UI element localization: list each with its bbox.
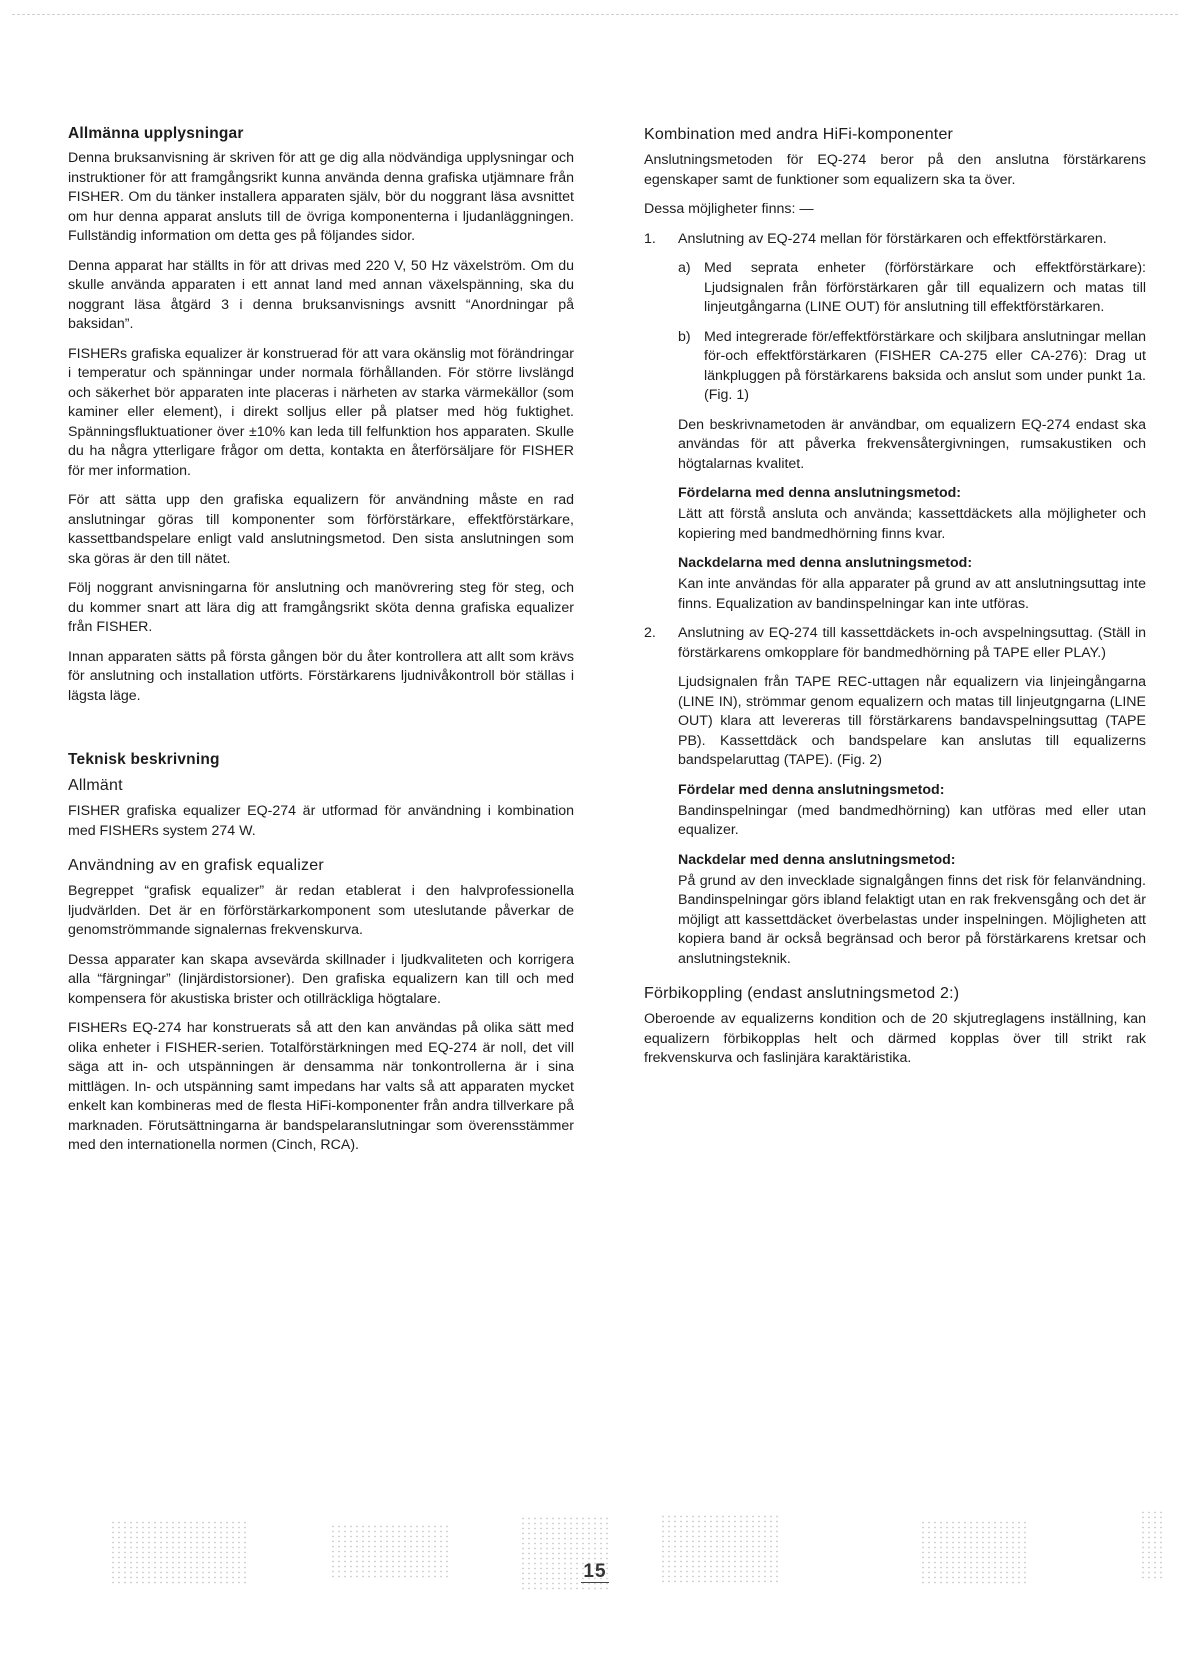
- paragraph: Begreppet “grafisk equalizer” är redan etablerat i den halvprofessionella ljudvärlden. Det är en förförstärkarkomponent som uteslutande påverkar de genomströmmande signalernas frekvenskurva.: [68, 883, 574, 938]
- sub-list-text: Med integrerade för/effektförstärkare och skiljbara anslutningar mellan för-och effektförstärkaren (FISHER CA-275 eller CA-276): Drag ut länkpluggen på förstärkarens baksida och anslut som under punkt 1a. (Fig. 1): [704, 328, 1146, 403]
- list-number: 2.: [644, 625, 656, 641]
- advantages-heading: Fördelar med denna anslutningsmetod:: [678, 781, 945, 798]
- paragraph: Denna bruksanvisning är skriven för att ge dig alla nödvändiga upplysningar och instruktioner för att framgångsrikt kunna använda denna grafiska utjämnare från FISHER. Om du tänker installera apparaten själv, bör du noggrant läsa avsnittet om hur denna apparat ansluts till de övriga komponenterna i ljudanläggningen. Fullständig information om detta ges på följandes sidor.: [68, 150, 574, 244]
- sub-list-text: Med seprata enheter (förförstärkare och effektförstärkare): Ljudsignalen från förförstärkaren går till equalizern och matas till linjeutgångarna (LINE OUT) för anslutning till effektförstärkaren.: [704, 260, 1146, 315]
- paragraph: Dessa apparater kan skapa avsevärda skillnader i ljudkvaliteten och korrigera alla “färgningar” (linjärdistorsioner). Den grafiska equalizern kan till och med kompensera för akustiska brister och otillräckliga högtalare.: [68, 951, 574, 1007]
- disadvantages-block: [678, 554, 1146, 614]
- disadvantages-heading: Nackdelar med denna anslutningsmetod:: [678, 851, 956, 868]
- sub-list-label: b): [678, 328, 691, 345]
- paragraph: Oberoende av equalizerns kondition och de 20 skjutreglagens inställning, kan equalizern förbikopplas helt och därmed kopplas över till strikt rak frekvenskurva och faslinjära karaktäristika.: [644, 1011, 1146, 1066]
- right-column: [644, 124, 1146, 1079]
- advantages-block: [678, 484, 1146, 544]
- heading-combination: Kombination med andra HiFi-komponenter: [644, 126, 954, 143]
- list-text: Anslutning av EQ-274 mellan för förstärkaren och effektförstärkaren.: [678, 230, 1107, 247]
- advantages-block: [678, 781, 1146, 841]
- paragraph: Denna apparat har ställts in för att drivas med 220 V, 50 Hz växelström. Om du skulle använda apparaten i ett annat land med annan växelspänning, ska du noggrant läsa åtgärd 3 i denna bruksanvisnings avsnitt “Anordningar på baksidan”.: [68, 257, 574, 332]
- disadvantages-block: [678, 851, 1146, 970]
- page-number: 15: [583, 1561, 607, 1582]
- paragraph: Lätt att förstå ansluta och använda; kassettdäckets alla möjligheter och kopiering med bandmedhörning finns kvar.: [678, 506, 1146, 542]
- paragraph: Anslutningsmetoden för EQ-274 beror på den anslutna förstärkarens egenskaper samt de funktioner som equalizern ska ta över.: [644, 152, 1146, 188]
- paragraph: FISHERs EQ-274 har konstruerats så att den kan användas på olika sätt med olika enheter i FISHER-serien. Totalförstärkningen med EQ-274 är noll, det vill säga att in- och utspänningen är densamma när tonkontrollerna är i sina mittlägen. In- och utspänning samt impedans har valts så att apparaten mycket enkelt kan kombineras med de flesta HiFi-komponenter från andra tillverkare på marknaden. Förutsättningarna är bandspelaranslutningar som överensstämmer med den internationella normen (Cinch, RCA).: [68, 1020, 574, 1153]
- advantages-heading: Fördelarna med denna anslutningsmetod:: [678, 485, 961, 501]
- heading-technical-description: Teknisk beskrivning: [68, 751, 220, 768]
- list-number: 1.: [644, 230, 656, 247]
- sub-list-item: [678, 328, 1146, 406]
- paragraph: Den beskrivnametoden är användbar, om equalizern EQ-274 endast ska användas för att påverka frekvensåtergivningen, rumsakustiken och högtalarnas kvalitet.: [678, 416, 1146, 472]
- sub-list-item: [678, 259, 1146, 318]
- scan-edge-rule: [12, 14, 1178, 15]
- disadvantages-heading: Nackdelarna med denna anslutningsmetod:: [678, 555, 973, 571]
- paragraph: Följ noggrant anvisningarna för anslutning och manövrering steg för steg, och du kommer snart att lära dig att framgångsrikt sköta denna grafiska equalizer från FISHER.: [68, 580, 574, 635]
- paragraph: Dessa möjligheter finns: —: [644, 201, 814, 217]
- paragraph: På grund av den invecklade signalgången finns det risk för felanvändning. Bandinspelningar görs ibland felaktigt utan en rak frekvensgång och det är möjligt att kassettdäcket överbelastas under inspelningen. Möjligheten att kopiera band är också begränsad och beror på förstärkarens kretsar och anslutningsteknik.: [678, 872, 1146, 967]
- paragraph: Ljudsignalen från TAPE REC-uttagen når equalizern via linjeingångarna (LINE IN), strömmar genom equalizern och matas till linjeutgngarna (LINE OUT) klara att levereras till förstärkarens bandavspelningsuttag (TAPE PB). Kassettdäck och bandspelare kan anslutas till equalizerns bandspelaruttag (TAPE). (Fig. 2): [678, 674, 1146, 768]
- heading-bypass: Förbikoppling (endast anslutningsmetod 2:): [644, 985, 960, 1002]
- paragraph: Innan apparaten sätts på första gången bör du åter kontrollera att allt som krävs för anslutning och installation utförts. Förstärkarens ljudnivåkontroll bör ställas i lägsta läge.: [68, 648, 574, 704]
- paragraph: FISHER grafiska equalizer EQ-274 är utformad för användning i kombination med FISHERs system 274 W.: [68, 803, 574, 839]
- list-item: [644, 230, 1146, 250]
- paragraph: Kan inte användas för alla apparater på grund av att anslutningsuttag inte finns. Equalization av bandinspelningar kan inte utföras.: [678, 576, 1146, 612]
- sub-list-label: a): [678, 260, 691, 276]
- subheading-usage: Användning av en grafisk equalizer: [68, 857, 324, 874]
- paragraph: Bandinspelningar (med bandmedhörning) kan utföras med eller utan equalizer.: [678, 802, 1146, 838]
- heading-general-info: Allmänna upplysningar: [68, 125, 244, 142]
- paragraph: FISHERs grafiska equalizer är konstruerad för att vara okänslig mot förändringar i temperatur och spänningar under normala förhållanden. För större livslängd och säkerhet bör apparaten inte placeras i närheten av starka värmekällor (som kaminer eller element), i direkt solljus eller på platser med hög fuktighet. Spänningsfluktuationer över ±10% kan leda till felfunktion hos apparaten. Skulle du ha några ytterligare frågor om detta, kontakta en återförsäljare för FISHER för mer information.: [68, 345, 574, 479]
- paragraph: För att sätta upp den grafiska equalizern för användning måste en rad anslutningar göras till komponenter som förförstärkare, effektförstärkare, kassettbandspelare enligt vald anslutningsmetod. Den sista anslutningen som ska göras är den till nätet.: [68, 492, 574, 567]
- subheading-general: Allmänt: [68, 777, 123, 794]
- list-text: Anslutning av EQ-274 till kassettdäckets in-och avspelningsuttag. (Ställ in förstärkarens omkopplare för bandmedhörning på TAPE eller PLAY.): [678, 625, 1146, 661]
- left-column: [68, 124, 574, 1166]
- list-item: [644, 624, 1146, 663]
